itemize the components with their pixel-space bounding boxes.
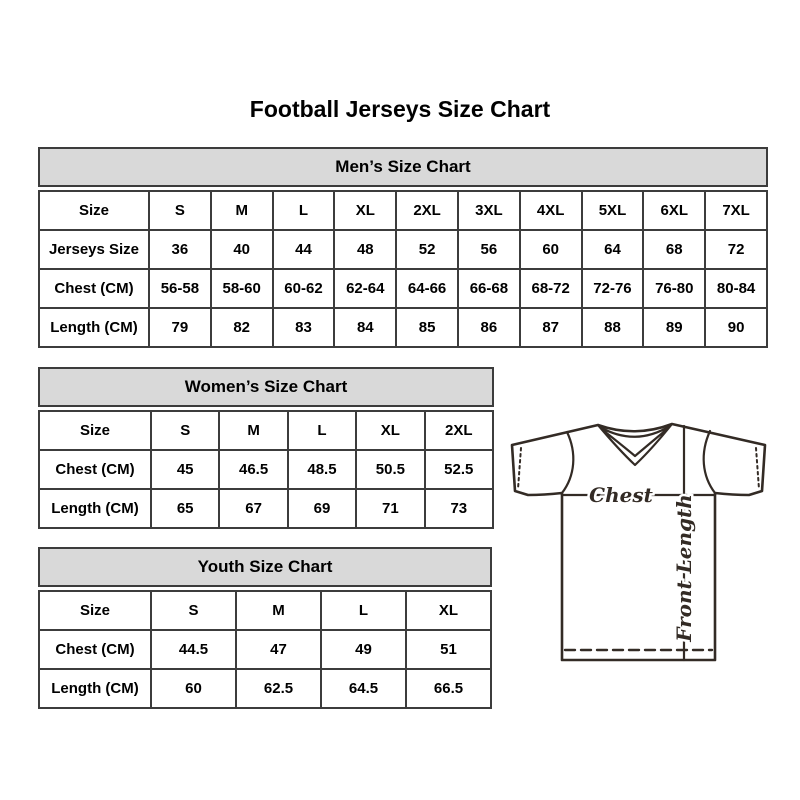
value-cell: 48.5 [288, 450, 356, 489]
value-cell: 46.5 [219, 450, 287, 489]
value-cell: 62.5 [236, 669, 321, 708]
value-cell: 66-68 [458, 269, 520, 308]
jersey-outline [512, 424, 765, 660]
youth-size-table [38, 590, 492, 709]
value-cell: 52 [396, 230, 458, 269]
value-cell: XL [334, 191, 396, 230]
cuff-stitch-left [518, 448, 521, 489]
mens-size-chart-section [38, 147, 768, 348]
value-cell: 56-58 [149, 269, 211, 308]
value-cell: M [219, 411, 287, 450]
value-cell: 69 [288, 489, 356, 528]
front-length-label: Front Length [672, 494, 696, 642]
row-label-cell: Chest (CM) [39, 450, 151, 489]
value-cell: 86 [458, 308, 520, 347]
value-cell: 2XL [396, 191, 458, 230]
size-table-row [39, 230, 767, 269]
row-label-cell: Jerseys Size [39, 230, 149, 269]
chest-label: Chest [589, 483, 653, 507]
womens-size-table [38, 410, 494, 529]
mens-size-table [38, 190, 768, 348]
value-cell: 84 [334, 308, 396, 347]
size-table-row [39, 669, 491, 708]
value-cell: 60 [151, 669, 236, 708]
size-table-row [39, 411, 493, 450]
value-cell: 2XL [425, 411, 493, 450]
value-cell: 88 [582, 308, 644, 347]
value-cell: 85 [396, 308, 458, 347]
jersey-measurement-diagram [505, 398, 775, 672]
womens-size-chart-section [38, 367, 494, 529]
value-cell: 80-84 [705, 269, 767, 308]
size-table-row [39, 489, 493, 528]
value-cell: 5XL [582, 191, 644, 230]
armhole-seam-left [562, 432, 573, 493]
value-cell: M [211, 191, 273, 230]
youth-size-chart-section [38, 547, 492, 709]
value-cell: 64 [582, 230, 644, 269]
value-cell: 90 [705, 308, 767, 347]
value-cell: 65 [151, 489, 219, 528]
size-table-row [39, 591, 491, 630]
value-cell: 7XL [705, 191, 767, 230]
armhole-seam-right [704, 431, 715, 493]
value-cell: 58-60 [211, 269, 273, 308]
value-cell: S [151, 591, 236, 630]
row-label-cell: Size [39, 411, 151, 450]
row-label-cell: Chest (CM) [39, 630, 151, 669]
value-cell: 56 [458, 230, 520, 269]
row-label-cell: Chest (CM) [39, 269, 149, 308]
value-cell: 72 [705, 230, 767, 269]
value-cell: XL [406, 591, 491, 630]
value-cell: 83 [273, 308, 335, 347]
value-cell: 6XL [643, 191, 705, 230]
value-cell: 44 [273, 230, 335, 269]
value-cell: L [288, 411, 356, 450]
value-cell: 67 [219, 489, 287, 528]
value-cell: 52.5 [425, 450, 493, 489]
value-cell: 62-64 [334, 269, 396, 308]
size-table-row [39, 308, 767, 347]
value-cell: 4XL [520, 191, 582, 230]
value-cell: 82 [211, 308, 273, 347]
value-cell: 79 [149, 308, 211, 347]
value-cell: 50.5 [356, 450, 424, 489]
value-cell: 87 [520, 308, 582, 347]
value-cell: 49 [321, 630, 406, 669]
youth-chart-title: Youth Size Chart [38, 547, 492, 587]
value-cell: 36 [149, 230, 211, 269]
value-cell: 47 [236, 630, 321, 669]
value-cell: 73 [425, 489, 493, 528]
value-cell: 48 [334, 230, 396, 269]
value-cell: 44.5 [151, 630, 236, 669]
value-cell: 89 [643, 308, 705, 347]
size-table-row [39, 450, 493, 489]
row-label-cell: Length (CM) [39, 308, 149, 347]
value-cell: 64-66 [396, 269, 458, 308]
value-cell: 60-62 [273, 269, 335, 308]
row-label-cell: Size [39, 591, 151, 630]
row-label-cell: Length (CM) [39, 489, 151, 528]
value-cell: L [273, 191, 335, 230]
value-cell: M [236, 591, 321, 630]
row-label-cell: Length (CM) [39, 669, 151, 708]
value-cell: L [321, 591, 406, 630]
size-table-row [39, 191, 767, 230]
value-cell: 45 [151, 450, 219, 489]
value-cell: 76-80 [643, 269, 705, 308]
value-cell: 71 [356, 489, 424, 528]
value-cell: 68-72 [520, 269, 582, 308]
size-table-row [39, 630, 491, 669]
value-cell: 68 [643, 230, 705, 269]
row-label-cell: Size [39, 191, 149, 230]
page-title: Football Jerseys Size Chart [249, 96, 551, 122]
value-cell: 72-76 [582, 269, 644, 308]
value-cell: 40 [211, 230, 273, 269]
womens-chart-title: Women’s Size Chart [38, 367, 494, 407]
value-cell: 51 [406, 630, 491, 669]
size-table-row [39, 269, 767, 308]
value-cell: 3XL [458, 191, 520, 230]
value-cell: XL [356, 411, 424, 450]
value-cell: S [149, 191, 211, 230]
value-cell: S [151, 411, 219, 450]
value-cell: 66.5 [406, 669, 491, 708]
mens-chart-title: Men’s Size Chart [38, 147, 768, 187]
cuff-stitch-right [756, 448, 759, 489]
value-cell: 64.5 [321, 669, 406, 708]
value-cell: 60 [520, 230, 582, 269]
